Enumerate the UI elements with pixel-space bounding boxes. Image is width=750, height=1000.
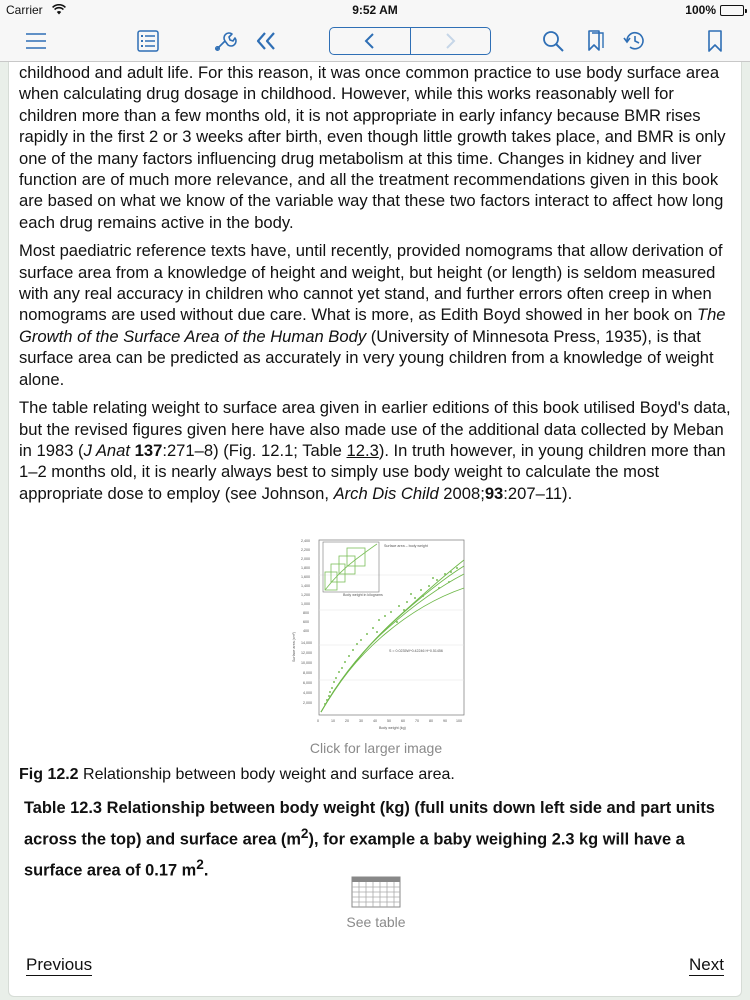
- table-title-part-3: .: [203, 861, 209, 880]
- svg-text:2,000: 2,000: [303, 701, 312, 705]
- svg-text:800: 800: [303, 611, 309, 615]
- search-icon[interactable]: [538, 26, 568, 56]
- paragraph-3-text: The table relating weight to surface area given in earlier editions of this book utilised Boyd's data, but the revised figures given here have also made use of the additional data collected by Meban in 1983 (: [19, 398, 731, 460]
- bookmarks-icon[interactable]: [580, 26, 610, 56]
- svg-text:100: 100: [456, 719, 462, 723]
- paragraph-3-text-end: :207–11).: [503, 483, 573, 503]
- table-title-sup: 2: [300, 826, 309, 841]
- svg-text:90: 90: [443, 719, 447, 723]
- svg-text:4,000: 4,000: [303, 691, 312, 695]
- page-nav-segmented: [329, 27, 491, 55]
- figure-caption-label: Fig 12.2: [19, 766, 79, 783]
- paragraph-2: [19, 240, 735, 390]
- bookmark-icon[interactable]: [700, 26, 730, 56]
- svg-text:2,200: 2,200: [301, 548, 310, 552]
- clock: 9:52 AM: [352, 3, 398, 17]
- journal-volume: 137: [134, 440, 163, 460]
- paragraph-3-text-cont: ). In truth however, in young children more than 1–2 months old, it is nearly always best to simply use body weight to calculate the most appropriate dose to employ (see Johnson,: [19, 440, 726, 503]
- figure-x-label: Body weight (kg): [379, 726, 406, 730]
- figure-caption: [19, 766, 455, 784]
- svg-text:1,400: 1,400: [301, 584, 310, 588]
- svg-text:1,000: 1,000: [301, 602, 310, 606]
- figure-caption-text: Relationship between body weight and surface area.: [78, 766, 455, 783]
- figure-formula: S = 0.0235W^0.42246 H^0.51456: [389, 649, 443, 653]
- svg-text:70: 70: [415, 719, 419, 723]
- figure-y-label: Surface area (cm²): [292, 632, 296, 662]
- journal-year: 2008;: [438, 483, 485, 503]
- svg-text:1,200: 1,200: [301, 593, 310, 597]
- toolbar: [0, 20, 750, 62]
- figure-inset-x-label: Body weight in kilograms: [343, 593, 383, 597]
- svg-text:10,000: 10,000: [301, 661, 312, 665]
- svg-text:60: 60: [401, 719, 405, 723]
- svg-text:20: 20: [345, 719, 349, 723]
- paragraph-3: [19, 397, 735, 504]
- menu-icon[interactable]: [21, 26, 51, 56]
- double-chevron-left-icon[interactable]: [251, 26, 281, 56]
- svg-text:30: 30: [359, 719, 363, 723]
- chevron-left-icon: [364, 33, 376, 49]
- table-title: [24, 796, 734, 884]
- table-title-part-1: Table 12.3 Relationship between body weight (kg) (full units down left side and part units across the top) and surface area (m: [24, 799, 715, 849]
- svg-text:14,000: 14,000: [301, 641, 312, 645]
- paragraph-2-text: Most paediatric reference texts have, until recently, provided nomograms that allow derivation of surface area from a knowledge of height and weight, but height (or length) is seldom measured with any real accuracy in children who cannot yet stand, and further errors often creep in when nomograms are used without due care. What is more, as Edith Boyd showed in her book on: [19, 241, 723, 325]
- nav-back-button[interactable]: [330, 28, 410, 54]
- article-body: [19, 62, 735, 504]
- table-title-sup-2: 2: [196, 857, 204, 873]
- svg-text:2,400: 2,400: [301, 539, 310, 543]
- svg-text:12,000: 12,000: [301, 651, 312, 655]
- svg-text:600: 600: [303, 620, 309, 624]
- book-title: The Growth of the Surface Area of the Human Body: [19, 305, 726, 346]
- battery-percent: 100%: [685, 3, 716, 17]
- history-icon[interactable]: [620, 26, 650, 56]
- paragraph-3-text-mid: :271–8) (Fig. 12.1; Table: [162, 440, 347, 460]
- see-table-link[interactable]: See table: [346, 914, 406, 930]
- carrier-label: Carrier: [6, 3, 43, 17]
- reader-page: [8, 62, 742, 997]
- figure-thumbnail[interactable]: [289, 532, 474, 732]
- contents-list-icon[interactable]: [133, 26, 163, 56]
- figure-inset-title: Surface area – body weight: [384, 544, 428, 548]
- next-link[interactable]: Next: [689, 955, 724, 974]
- battery-icon: [720, 5, 744, 16]
- svg-text:1,800: 1,800: [301, 566, 310, 570]
- svg-text:10: 10: [331, 719, 335, 723]
- svg-text:400: 400: [303, 629, 309, 633]
- previous-link[interactable]: Previous: [26, 955, 93, 974]
- status-bar: [0, 0, 750, 20]
- svg-text:0: 0: [317, 719, 319, 723]
- table-link[interactable]: 12.3: [346, 440, 379, 460]
- table-title-part-2: ), for example a baby weighing 2.3 kg will have a surface area of 0.17 m: [24, 830, 685, 880]
- svg-text:50: 50: [387, 719, 391, 723]
- table-icon[interactable]: [351, 876, 401, 913]
- svg-text:6,000: 6,000: [303, 681, 312, 685]
- journal-volume-2: 93: [484, 483, 504, 503]
- paragraph-2-text-end: (University of Minnesota Press, 1935), is that surface area can be predicted as accurately in very young children from a knowledge of weight alone.: [19, 326, 714, 389]
- paragraph-1: childhood and adult life. For this reason, it was once common practice to use body surface area when calculating drug dosage in childhood. However, while this works reasonably well for children more than a few months old, it is not appropriate in early infancy because BMR rises rapidly in the first 2 or 3 weeks after birth, even though little growth takes place, and BMR is only one of the many factors influencing drug metabolism at this time. Changes in kidney and liver function are of much more relevance, and all the treatment recommendations given in this book are based on what we know of the variable way that these two factors interact to affect how long each drug remains active in the body.: [19, 63, 726, 232]
- click-larger-image-link[interactable]: Click for larger image: [309, 740, 443, 756]
- nav-forward-button[interactable]: [410, 28, 491, 54]
- wrench-icon[interactable]: [210, 26, 240, 56]
- svg-text:2,000: 2,000: [301, 557, 310, 561]
- chevron-right-icon: [444, 33, 456, 49]
- journal-name: J Anat: [83, 440, 131, 460]
- journal-name-2: Arch Dis Child: [333, 483, 439, 503]
- svg-text:80: 80: [429, 719, 433, 723]
- svg-text:40: 40: [373, 719, 377, 723]
- svg-text:8,000: 8,000: [303, 671, 312, 675]
- svg-text:1,600: 1,600: [301, 575, 310, 579]
